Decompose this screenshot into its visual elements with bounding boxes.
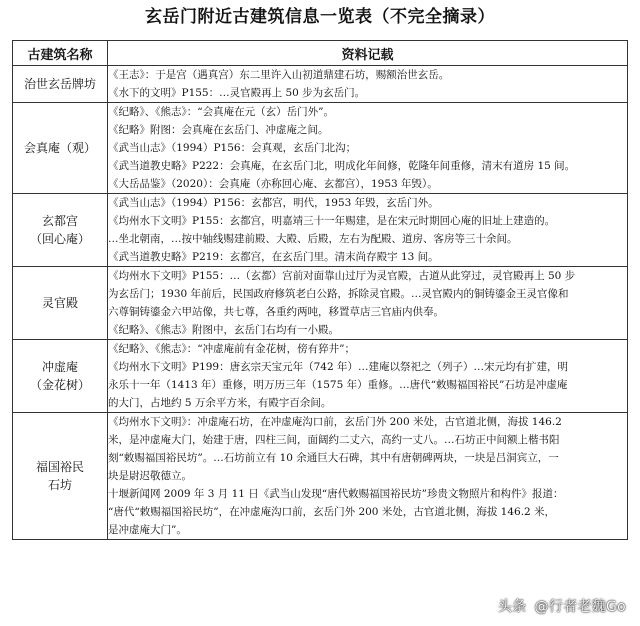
record-line: 《水下的文明》P155：…灵官殿再上 50 步为玄岳门。 <box>108 87 366 99</box>
building-name: （金花树） <box>29 378 90 392</box>
building-name: 治世玄岳牌坊 <box>23 77 96 91</box>
building-name-cell <box>13 413 108 540</box>
record-line: 《武当山志》（1994）P156：玄都宫，明代，1953 年毁，玄岳门外。 <box>108 197 439 209</box>
record-line: 刻“敕赐福国裕民坊”。…石坊前立有 10 余通巨大石碑，其中有唐朝碑两块，一块是吕洞宾立，一 <box>108 452 559 464</box>
watermark-author: @行者老魏Go <box>534 599 626 615</box>
watermark <box>498 596 626 616</box>
header-record: 资料记载 <box>108 41 628 66</box>
building-name: （回心庵） <box>29 232 90 246</box>
building-name: 福国裕民 <box>35 460 84 474</box>
record-line: 《武当道教史略》P222：会真庵，在玄岳门北，明成化年间修，乾隆年间重修，清末有道房 15 间。 <box>108 160 576 172</box>
table-row <box>13 194 628 267</box>
record-line: 《武当山志》（1994）P156：会真观，玄岳门北沟； <box>108 142 357 154</box>
record-line: 《均州水下文明》：冲虚庵石坊，在冲虚庵沟口前，玄岳门外 200 米处，古官道北侧，海拔 146.2 <box>108 416 562 428</box>
building-name-cell <box>13 103 108 194</box>
building-name: 灵官殿 <box>41 296 78 310</box>
record-line: 《大岳品鉴》（2020）：会真庵（亦称回心庵、玄都宫），1953 年毁）。 <box>108 178 438 190</box>
record-line: 《纪略》、《熊志》：“会真庵在元（玄）岳门外”。 <box>108 106 334 118</box>
building-name-cell <box>13 340 108 413</box>
table-row <box>13 66 628 103</box>
record-line: 米，是冲虚庵大门，始建于唐，四柱三间，面阔约二丈六，高约一丈八。…石坊正中间额上楷书阳 <box>108 434 560 446</box>
record-line: 《均州水下文明》P155：…（玄都）宫前对面靠山过厅为灵官殿，古道从此穿过，灵官殿再上 50 步 <box>108 270 576 282</box>
page-title: 玄岳门附近古建筑信息一览表（不完全摘录） <box>145 7 495 27</box>
table-row <box>13 413 628 540</box>
record-line: 《均州水下文明》P155：玄都宫，明嘉靖三十一年赐建，是在宋元时期回心庵的旧址上建造的。 <box>108 215 556 227</box>
building-info-table <box>12 40 628 540</box>
watermark-platform: 头条 <box>497 599 527 615</box>
building-name: 冲虚庵 <box>41 360 78 374</box>
record-line: 《纪略》、《熊志》：“冲虚庵前有金花树，傍有猝井”； <box>108 343 355 355</box>
record-line: 《武当道教史略》P219：玄都宫，在玄岳门里。清末尚存殿宇 13 间。 <box>108 251 439 263</box>
building-name-cell <box>13 66 108 103</box>
record-line: 永乐十一年（1413 年）重修，明万历三年（1575 年）重修。…唐代“敕赐福国裕民”石坊是冲虚庵 <box>108 379 568 391</box>
building-name: 会真庵（观） <box>23 141 96 155</box>
table-body <box>13 66 628 540</box>
record-line: 《王志》：于是宫（遇真宫）东二里许入山初道鼎建石坊，赐额治世玄岳。 <box>108 69 450 81</box>
record-line: 块是尉迟敬德立。 <box>108 470 192 482</box>
record-line: 为玄岳门；1930 年前后，民国政府修筑老白公路，拆除灵官殿。…灵官殿内的铜铸鎏金王灵官像和 <box>108 288 569 300</box>
record-cell <box>108 267 628 340</box>
record-line: …坐北朝南，…按中轴线赐建前殿、大殿、后殿，左右为配殿、道房、客房等三十余间。 <box>108 233 518 245</box>
record-line: 《纪略》附图：会真庵在玄岳门、冲虚庵之间。 <box>108 124 329 136</box>
record-line: 的大门，占地约 5 万余平方米，有殿宇百余间。 <box>108 397 332 409</box>
record-cell <box>108 340 628 413</box>
record-line: 十堰新闻网 2009 年 3 月 11 日《武当山发现“唐代敕赐福国裕民坊”珍贵文物照片和构件》报道： <box>108 488 564 500</box>
record-line: 六尊铜铸鎏金六甲站像，共七尊，各重约两吨，移置草店三官庙内供奉。 <box>108 306 444 318</box>
record-cell <box>108 66 628 103</box>
record-line: 《均州水下文明》P199：唐玄宗天宝元年（742 年）…建庵以祭祀之（列子）…宋元均有扩建，明 <box>108 361 568 373</box>
record-line: 《纪略》、《熊志》附图中，玄岳门右均有一小殿。 <box>108 324 339 336</box>
table-row <box>13 340 628 413</box>
building-name-cell <box>13 267 108 340</box>
building-name: 石坊 <box>47 478 72 492</box>
building-name: 玄都宫 <box>41 214 78 228</box>
table-row <box>13 267 628 340</box>
table-header-row <box>13 41 628 66</box>
header-name: 古建筑名称 <box>13 41 108 66</box>
building-name-cell <box>13 194 108 267</box>
table-row <box>13 103 628 194</box>
record-cell <box>108 413 628 540</box>
record-line: “唐代“敕赐福国裕民坊”，在冲虚庵沟口前，玄岳门外 200 米处，古官道北侧，海拔 146.2 米， <box>108 506 556 518</box>
record-cell <box>108 103 628 194</box>
record-cell <box>108 194 628 267</box>
record-line: 是冲虚庵大门”。 <box>108 524 187 536</box>
